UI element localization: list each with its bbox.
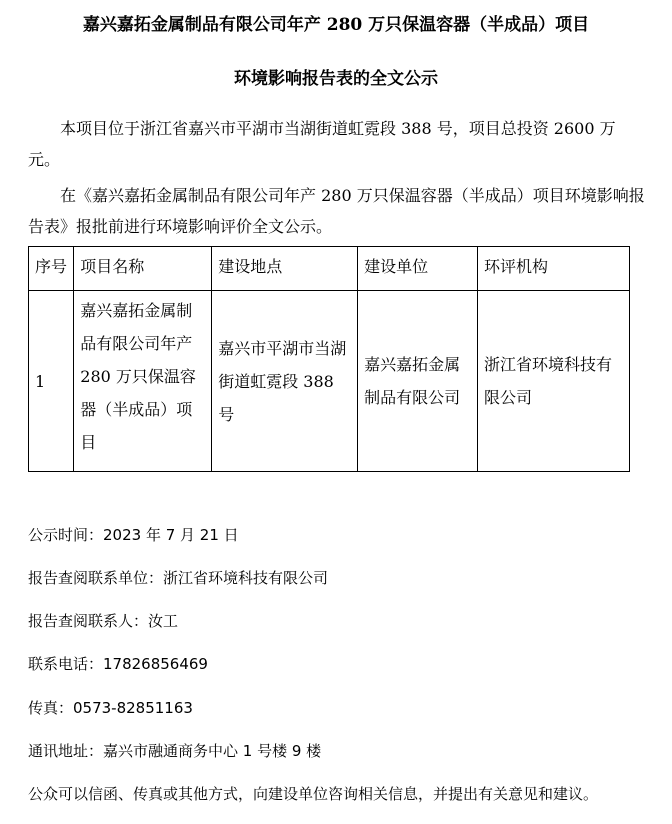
contact-fax: 传真：0573-82851163 [28,699,193,717]
cell-location: 嘉兴市平湖市当湖街道虹霓段 388 号 [212,291,358,472]
header-project-name: 项目名称 [74,247,212,291]
header-index: 序号 [29,247,74,291]
document-title: 嘉兴嘉拓金属制品有限公司年产 280 万只保温容器（半成品）项目 [82,15,590,35]
table-row [29,291,630,472]
document-subtitle: 环境影响报告表的全文公示 [234,69,438,89]
project-table [28,246,630,472]
cell-index: 1 [29,291,74,472]
table-header-row [29,247,630,291]
contact-address: 通讯地址：嘉兴市融通商务中心 1 号楼 9 楼 [28,742,322,760]
cell-builder: 嘉兴嘉拓金属制品有限公司 [358,291,478,472]
header-builder: 建设单位 [358,247,478,291]
header-agency: 环评机构 [477,247,629,291]
public-comment-note: 公众可以信函、传真或其他方式，向建设单位咨询相关信息，并提出有关意见和建议。 [28,785,599,803]
cell-agency: 浙江省环境科技有限公司 [477,291,629,472]
header-location: 建设地点 [212,247,358,291]
contact-person: 报告查阅联系人：汝工 [28,612,179,630]
project-location-paragraph: 本项目位于浙江省嘉兴市平湖市当湖街道虹霓段 388 号，项目总投资 2600 万元。 [28,119,616,169]
publicity-statement-paragraph: 在《嘉兴嘉拓金属制品有限公司年产 280 万只保温容器（半成品）项目环境影响报告表》报批前进行环境影响评价全文公示。 [28,186,645,236]
publicity-date: 公示时间：2023 年 7 月 21 日 [28,526,239,544]
contact-phone: 联系电话：17826856469 [28,655,208,673]
cell-project-name: 嘉兴嘉拓金属制品有限公司年产 280 万只保温容器（半成品）项目 [74,291,212,472]
contact-unit: 报告查阅联系单位：浙江省环境科技有限公司 [28,569,329,587]
